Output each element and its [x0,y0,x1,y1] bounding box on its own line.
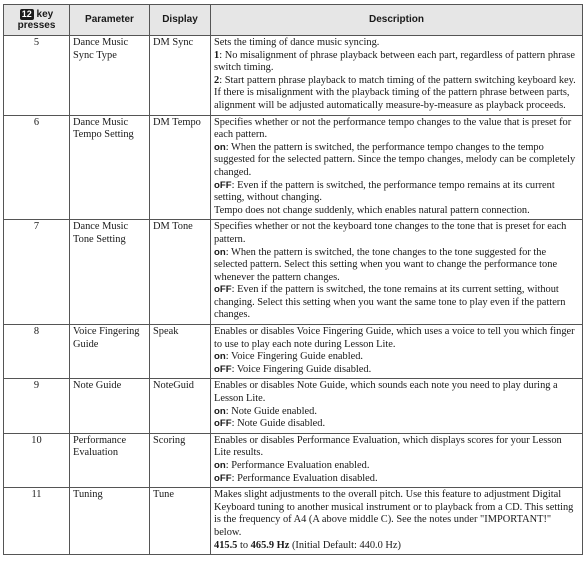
option-1 [214,50,579,75]
header-key-presses-label: key presses [17,8,56,31]
header-key-presses [4,5,70,36]
option-on-text: : When the pattern is switched, the tone changes to the tone suggested for the selected pattern. Select this setting when you want to change the performance tone whenever the pattern changes. [214,246,558,283]
display-cell: DM Tone [150,220,211,325]
description-text: Enables or disables Performance Evaluation, which displays scores for your Lesson Lite results. [214,434,562,459]
table-row [4,220,583,325]
header-display: Display [150,5,211,36]
option-on [214,406,579,419]
display-cell: Tune [150,488,211,555]
option-on-text: : Note Guide enabled. [225,405,317,417]
table-row [4,115,583,220]
range-max: 465.9 Hz [250,539,290,551]
option-off-key: oFF [214,418,232,430]
description-cell [211,433,583,487]
option-off [214,473,579,486]
description-text: Makes slight adjustments to the overall pitch. Use this feature to adjustment Digital Keyboard tuning to another musical instrument or to playback from a CD. This setting is the frequency of A4 (A above middle C). See the notes under "IMPORTANT!" below. [214,489,574,538]
option-off-text: : Even if the pattern is switched, the tone remains at its current setting, without changing. Select this setting when you want the same tone to play even if the pattern changes. [214,284,566,321]
description-cell [211,325,583,379]
tuning-range [214,540,579,553]
parameter-cell: Dance Music Sync Type [70,36,150,116]
option-1-text: : No misalignment of phrase playback between each part, regardless of pattern phrase switch timing. [214,49,575,74]
key-presses-cell: 10 [4,433,70,487]
display-cell: NoteGuid [150,379,211,433]
option-on-key: on [214,351,226,363]
range-to: to [237,539,251,551]
option-off [214,284,579,322]
key-presses-cell: 9 [4,379,70,433]
header-description: Description [211,5,583,36]
description-cell [211,36,583,116]
parameter-cell: Dance Music Tone Setting [70,220,150,325]
option-on-key: on [214,405,226,417]
parameter-cell: Dance Music Tempo Setting [70,115,150,220]
parameter-cell: Tuning [70,488,150,555]
option-2-key: 2 [214,74,220,86]
option-on-text: : Performance Evaluation enabled. [225,460,370,471]
option-2 [214,75,579,113]
key-presses-cell: 11 [4,488,70,555]
option-off-text: : Note Guide disabled. [231,418,326,430]
option-off [214,418,579,431]
option-on-key: on [214,141,226,153]
button-12-badge: 12 [21,8,32,19]
description-cell [211,488,583,555]
option-off [214,364,579,377]
description-cell [211,379,583,433]
key-presses-cell: 6 [4,115,70,220]
table-row [4,325,583,379]
option-on [214,351,579,364]
option-2-text: : Start pattern phrase playback to match timing of the pattern switching keyboard key. If there is misalignment with the playback timing of the pattern phrase between parts, alignment will be adjusted automatically measure-by-measure as playback proceeds. [214,74,576,111]
table-row [4,379,583,433]
description-text: Specifies whether or not the performance tempo changes to the value that is preset for each pattern. [214,116,572,141]
parameter-cell: Voice Fingering Guide [70,325,150,379]
header-parameter: Parameter [70,5,150,36]
option-off-text: : Voice Fingering Guide disabled. [231,363,372,375]
key-presses-cell: 8 [4,325,70,379]
table-row [4,36,583,116]
option-off-text: : Performance Evaluation disabled. [231,472,378,484]
parameter-cell: Performance Evaluation [70,433,150,487]
parameter-table [3,4,583,555]
display-cell: Scoring [150,433,211,487]
option-off-key: oFF [214,284,232,296]
description-text: Specifies whether or not the keyboard tone changes to the tone that is preset for each pattern. [214,221,567,245]
table-header-row [4,5,583,36]
option-on-text: : When the pattern is switched, the performance tempo changes to the tempo suggested for the selected pattern. Since the tempo changes, melody can be completely changed. [214,141,576,178]
option-off-key: oFF [214,179,232,191]
option-on-key: on [214,246,226,258]
table-row [4,433,583,487]
description-text: Enables or disables Voice Fingering Guide, which uses a voice to tell you which finger to use to play each note during Lesson Lite. [214,326,575,350]
option-on [214,247,579,285]
option-1-key: 1 [214,49,220,61]
option-off-key: oFF [214,363,232,375]
description-text: Sets the timing of dance music syncing. [214,37,380,48]
description-cell [211,220,583,325]
option-on-key: on [214,460,226,471]
display-cell: DM Tempo [150,115,211,220]
option-on [214,142,579,180]
description-note: Tempo does not change suddenly, which enables natural pattern connection. [214,204,530,216]
description-text: Enables or disables Note Guide, which sounds each note you need to play during a Lesson Lite. [214,380,558,405]
key-presses-cell: 7 [4,220,70,325]
option-off [214,180,579,205]
option-off-key: oFF [214,472,232,484]
description-cell [211,115,583,220]
range-default: (Initial Default: 440.0 Hz) [289,539,402,551]
display-cell: Speak [150,325,211,379]
option-off-text: : Even if the pattern is switched, the performance tempo remains at its current setting, without changing. [214,179,555,204]
key-presses-cell: 5 [4,36,70,116]
option-on [214,460,579,473]
display-cell: DM Sync [150,36,211,116]
range-min: 415.5 [214,539,238,551]
table-row [4,488,583,555]
option-on-text: : Voice Fingering Guide enabled. [225,351,363,363]
parameter-cell: Note Guide [70,379,150,433]
